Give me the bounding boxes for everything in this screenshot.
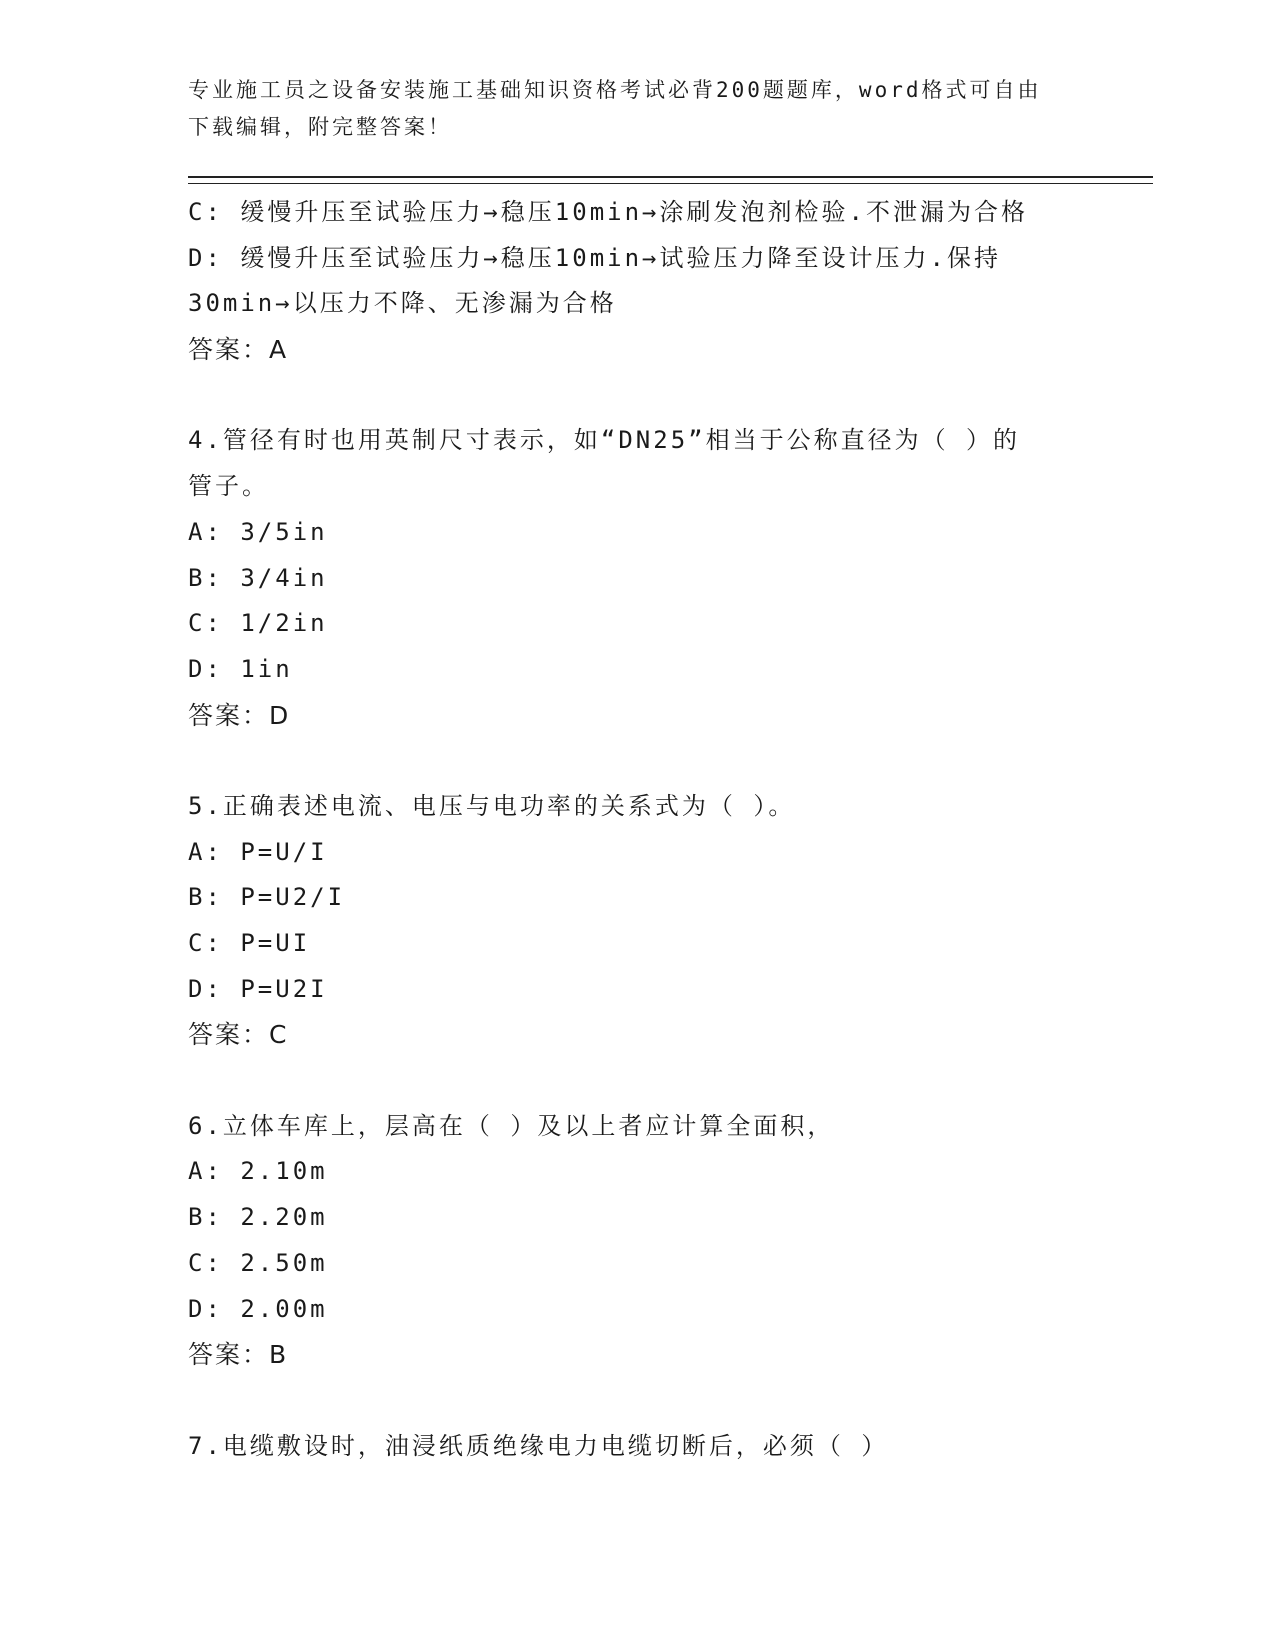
q4-option-c: C: 1/2in	[188, 609, 328, 638]
q3-option-d-line-1: D: 缓慢升压至试验压力→稳压10min→试验压力降至设计压力.保持	[188, 243, 1001, 272]
q4-stem-line-1: 4.管径有时也用英制尺寸表示，如“DN25”相当于公称直径为（ ）的	[188, 426, 1021, 455]
q7-stem: 7.电缆敷设时，油浸纸质绝缘电力电缆切断后，必须（ ）	[188, 1431, 889, 1460]
spacer	[188, 373, 1088, 419]
q6-option-d: D: 2.00m	[188, 1294, 328, 1323]
q6-option-b: B: 2.20m	[188, 1203, 328, 1232]
q5-option-d: D: P=U2I	[188, 974, 328, 1003]
q5-option-c: C: P=UI	[188, 929, 311, 957]
q6-option-a: A: 2.10m	[188, 1157, 328, 1186]
q3-answer: 答案：A	[188, 335, 289, 365]
q5-option-b: B: P=U2/I	[188, 883, 346, 912]
q5-option-a: A: P=U/I	[188, 837, 328, 866]
q5-answer: 答案：C	[188, 1020, 289, 1050]
header-rule-thick	[188, 176, 1153, 178]
document-header	[188, 72, 1088, 146]
spacer	[188, 1378, 1088, 1424]
question-content	[188, 190, 1088, 1469]
q4-answer: 答案：D	[188, 700, 291, 730]
q6-option-c: C: 2.50m	[188, 1248, 328, 1277]
q4-option-a: A: 3/5in	[188, 517, 328, 546]
q6-answer: 答案：B	[188, 1340, 289, 1370]
q6-stem: 6.立体车库上，层高在（ ）及以上者应计算全面积，	[188, 1111, 835, 1140]
q3-option-d-line-2: 30min→以压力不降、无渗漏为合格	[188, 289, 617, 318]
q4-stem-line-2: 管子。	[188, 472, 269, 501]
q4-option-d: D: 1in	[188, 654, 293, 683]
q4-option-b: B: 3/4in	[188, 563, 328, 592]
spacer	[188, 1058, 1088, 1104]
header-rule-thin	[188, 183, 1153, 184]
q3-option-c: C: 缓慢升压至试验压力→稳压10min→涂刷发泡剂检验.不泄漏为合格	[188, 198, 1028, 226]
header-line-1: 专业施工员之设备安装施工基础知识资格考试必背200题题库，word格式可自由	[188, 78, 1042, 102]
spacer	[188, 738, 1088, 784]
q5-stem: 5.正确表述电流、电压与电功率的关系式为（ ）。	[188, 791, 796, 820]
header-line-2: 下载编辑，附完整答案！	[188, 115, 452, 139]
